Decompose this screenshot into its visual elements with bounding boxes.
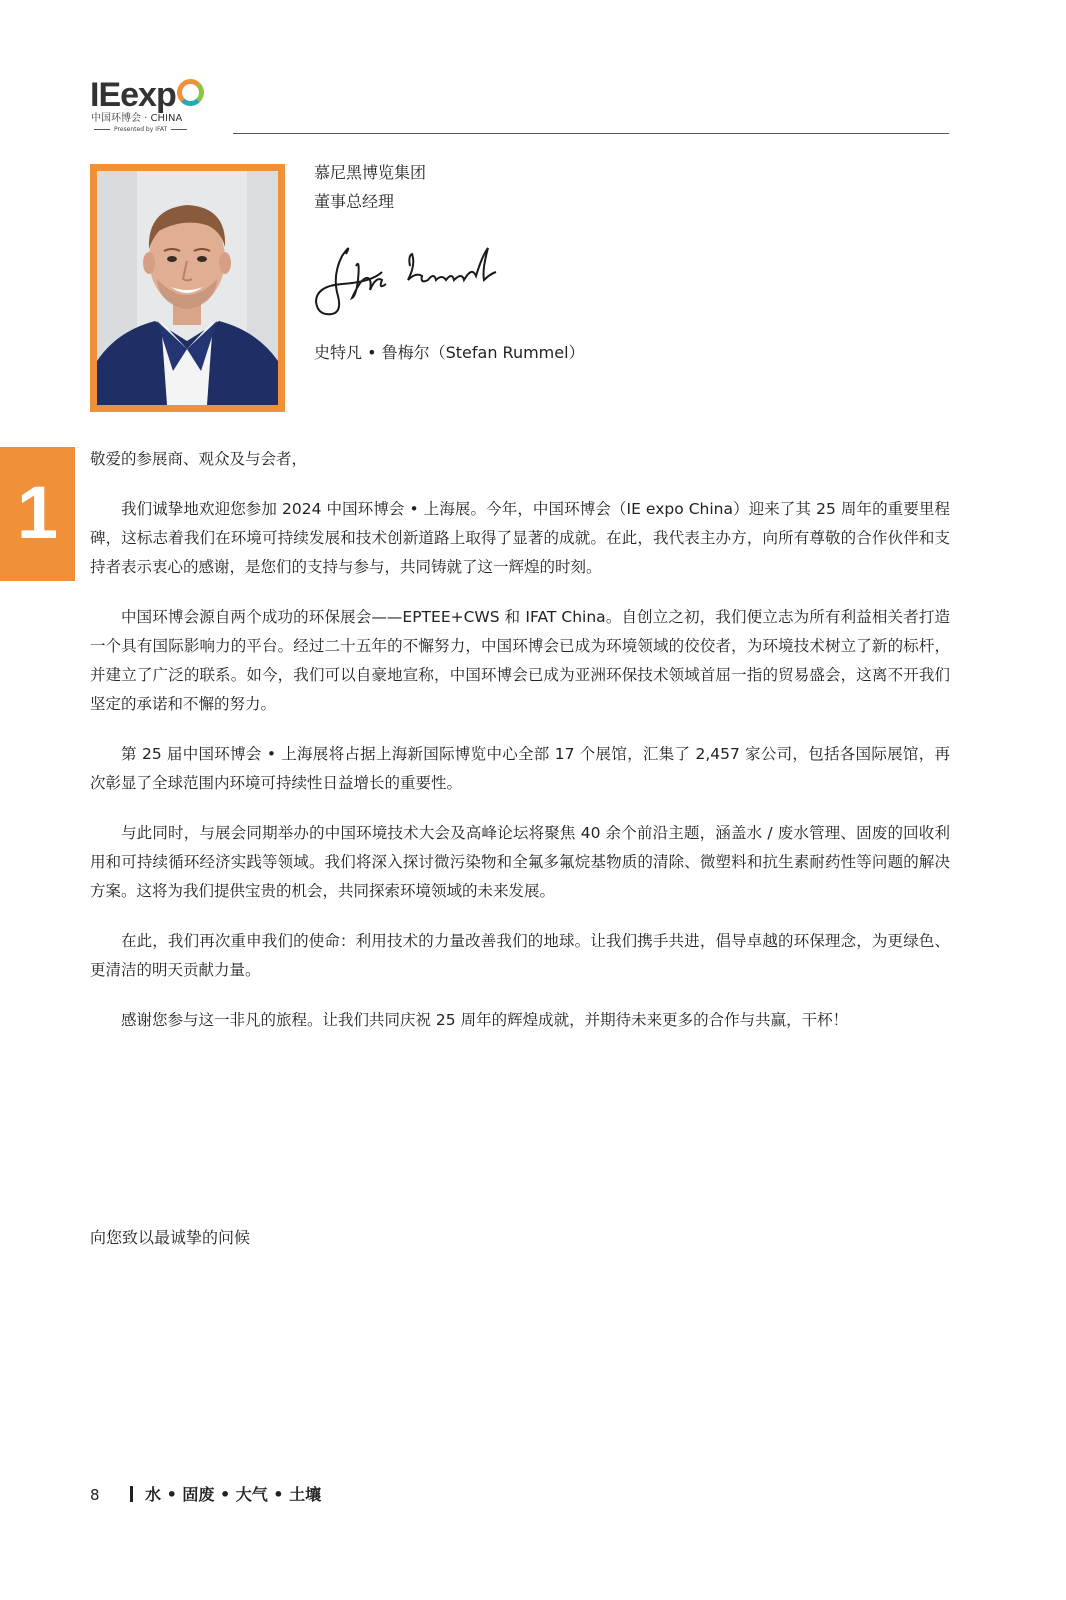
section-number: 1	[16, 471, 59, 554]
author-name: 史特凡 • 鲁梅尔（Stefan Rummel）	[314, 343, 585, 362]
letter-paragraph: 中国环博会源自两个成功的环保展会——EPTEE+CWS 和 IFAT China。自创立之初，我们便立志为所有利益相关者打造一个具有国际影响力的平台。经过二十五年的不懈努力，中国环博会已成为环境领域的佼佼者，为环境技术树立了新的标杆，并建立了广泛的联系。如今，我们可以自豪地宣称，中国环博会已成为亚洲环保技术领域首屈一指的贸易盛会，这离不开我们坚定的承诺和不懈的努力。	[90, 608, 950, 713]
author-signature	[312, 236, 502, 320]
section-number-tab	[0, 447, 75, 581]
letter-paragraph: 第 25 届中国环博会 • 上海展将占据上海新国际博览中心全部 17 个展馆，汇集了 2,457 家公司，包括各国际展馆，再次彰显了全球范围内环境可持续性日益增长的重要性。	[90, 745, 950, 792]
logo-presented-by: Presented by IFAT	[90, 126, 191, 134]
page-footer	[90, 1482, 321, 1508]
letter-paragraph: 感谢您参与这一非凡的旅程。让我们共同庆祝 25 周年的辉煌成就，并期待未来更多的合作与共赢，干杯！	[121, 1011, 849, 1029]
ie-expo-logo	[90, 78, 208, 136]
letter-paragraph: 我们诚挚地欢迎您参加 2024 中国环博会 • 上海展。今年，中国环博会（IE expo China）迎来了其 25 周年的重要里程碑，这标志着我们在环境可持续发展和技术创新道路上取得了显著的成就。在此，我代表主办方，向所有尊敬的合作伙伴和支持者表示衷心的感谢，是您们的支持与参与，共同铸就了这一辉煌的时刻。	[90, 500, 950, 576]
logo-ring-icon	[177, 79, 204, 106]
letter-paragraph: 在此，我们再次重申我们的使命：利用技术的力量改善我们的地球。让我们携手共进，倡导卓越的环保理念，为更绿色、更清洁的明天贡献力量。	[90, 932, 950, 979]
letter-greeting: 敬爱的参展商、观众及与会者，	[90, 450, 308, 468]
author-title: 董事总经理	[314, 192, 395, 211]
letter-body	[90, 445, 950, 1056]
logo-wordmark: IEexp	[90, 78, 204, 112]
portrait-illustration	[97, 171, 278, 405]
logo-subtitle: 中国环博会 · CHINA	[91, 113, 183, 124]
letter-paragraph: 与此同时，与展会同期举办的中国环境技术大会及高峰论坛将聚焦 40 余个前沿主题，涵盖水 / 废水管理、固废的回收利用和可持续循环经济实践等领域。我们将深入探讨微污染物和全氟多氟烷基物质的清除、微塑料和抗生素耐药性等问题的解决方案。这将为我们提供宝贵的机会，共同探索环境领域的未来发展。	[90, 824, 950, 900]
footer-divider	[130, 1486, 133, 1502]
page-number: 8	[90, 1486, 100, 1504]
footer-section-title: 水 • 固废 • 大气 • 土壤	[145, 1485, 322, 1504]
header-divider	[233, 133, 949, 134]
letter-closing: 向您致以最诚挚的问候	[90, 1228, 251, 1247]
author-portrait	[90, 164, 285, 412]
author-organization: 慕尼黑博览集团	[314, 163, 427, 182]
